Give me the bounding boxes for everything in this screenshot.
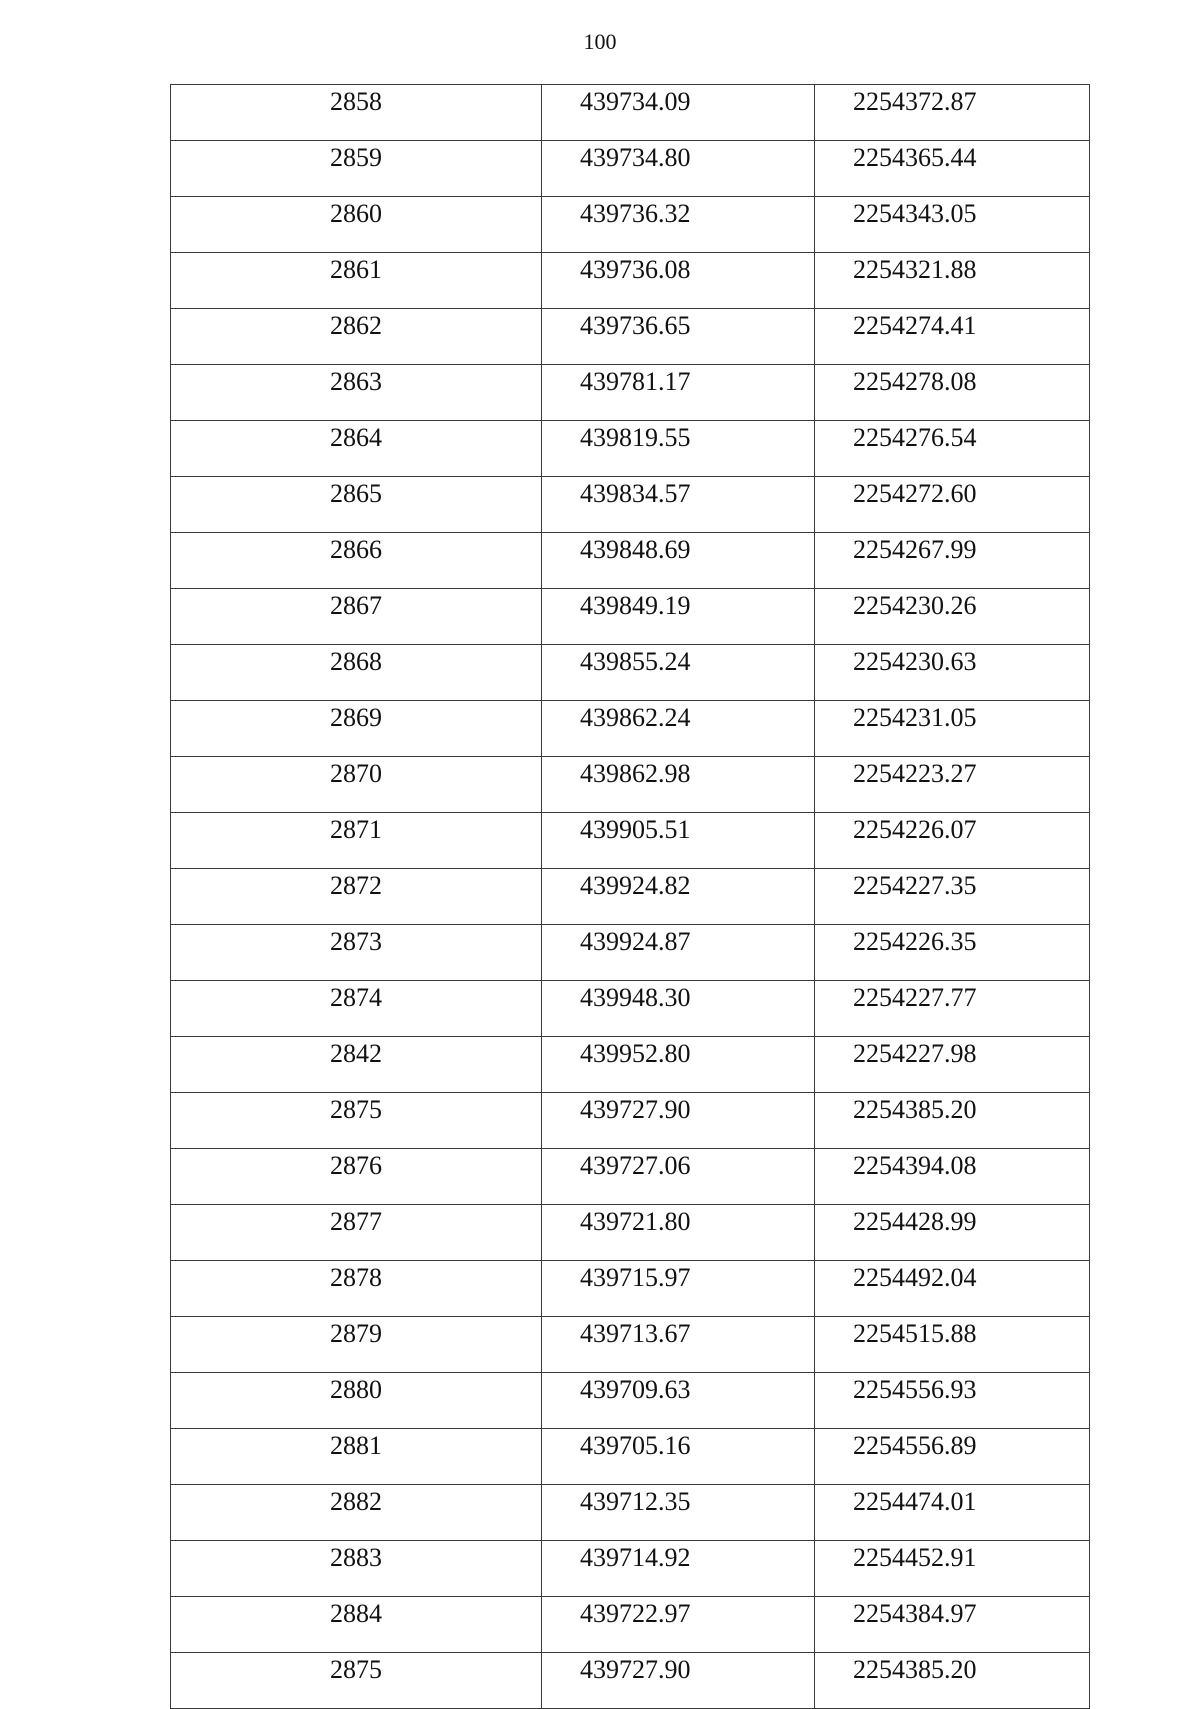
x-coordinate-cell: 439924.82 [542, 869, 815, 925]
point-number-cell: 2875 [171, 1653, 542, 1709]
table-row [171, 85, 1090, 141]
table-row [171, 1261, 1090, 1317]
x-coordinate-cell: 439727.90 [542, 1093, 815, 1149]
point-number-cell: 2858 [171, 85, 542, 141]
table-row [171, 533, 1090, 589]
y-coordinate-cell: 2254227.77 [815, 981, 1090, 1037]
point-number-cell: 2875 [171, 1093, 542, 1149]
table-row [171, 309, 1090, 365]
table-row [171, 1429, 1090, 1485]
y-coordinate-cell: 2254230.26 [815, 589, 1090, 645]
coordinate-table-body [171, 85, 1090, 1709]
y-coordinate-cell: 2254394.08 [815, 1149, 1090, 1205]
y-coordinate-cell: 2254492.04 [815, 1261, 1090, 1317]
table-row [171, 981, 1090, 1037]
point-number-cell: 2883 [171, 1541, 542, 1597]
y-coordinate-cell: 2254372.87 [815, 85, 1090, 141]
y-coordinate-cell: 2254428.99 [815, 1205, 1090, 1261]
point-number-cell: 2861 [171, 253, 542, 309]
x-coordinate-cell: 439952.80 [542, 1037, 815, 1093]
y-coordinate-cell: 2254385.20 [815, 1093, 1090, 1149]
point-number-cell: 2873 [171, 925, 542, 981]
point-number-cell: 2865 [171, 477, 542, 533]
x-coordinate-cell: 439834.57 [542, 477, 815, 533]
y-coordinate-cell: 2254452.91 [815, 1541, 1090, 1597]
page-number: 100 [583, 29, 617, 54]
point-number-cell: 2872 [171, 869, 542, 925]
y-coordinate-cell: 2254278.08 [815, 365, 1090, 421]
x-coordinate-cell: 439855.24 [542, 645, 815, 701]
x-coordinate-cell: 439862.24 [542, 701, 815, 757]
x-coordinate-cell: 439736.65 [542, 309, 815, 365]
x-coordinate-cell: 439849.19 [542, 589, 815, 645]
point-number-cell: 2863 [171, 365, 542, 421]
y-coordinate-cell: 2254556.93 [815, 1373, 1090, 1429]
y-coordinate-cell: 2254343.05 [815, 197, 1090, 253]
table-row [171, 197, 1090, 253]
table-row [171, 253, 1090, 309]
table-row [171, 757, 1090, 813]
table-row [171, 477, 1090, 533]
table-row [171, 1485, 1090, 1541]
point-number-cell: 2884 [171, 1597, 542, 1653]
x-coordinate-cell: 439727.06 [542, 1149, 815, 1205]
x-coordinate-cell: 439819.55 [542, 421, 815, 477]
y-coordinate-cell: 2254385.20 [815, 1653, 1090, 1709]
table-row [171, 1037, 1090, 1093]
table-row [171, 1541, 1090, 1597]
y-coordinate-cell: 2254227.98 [815, 1037, 1090, 1093]
point-number-cell: 2871 [171, 813, 542, 869]
y-coordinate-cell: 2254226.07 [815, 813, 1090, 869]
x-coordinate-cell: 439713.67 [542, 1317, 815, 1373]
point-number-cell: 2879 [171, 1317, 542, 1373]
y-coordinate-cell: 2254230.63 [815, 645, 1090, 701]
table-row [171, 1205, 1090, 1261]
point-number-cell: 2882 [171, 1485, 542, 1541]
table-row [171, 1317, 1090, 1373]
y-coordinate-cell: 2254556.89 [815, 1429, 1090, 1485]
y-coordinate-cell: 2254272.60 [815, 477, 1090, 533]
point-number-cell: 2842 [171, 1037, 542, 1093]
coordinate-table [170, 84, 1090, 1709]
table-row [171, 589, 1090, 645]
point-number-cell: 2870 [171, 757, 542, 813]
point-number-cell: 2859 [171, 141, 542, 197]
y-coordinate-cell: 2254321.88 [815, 253, 1090, 309]
y-coordinate-cell: 2254226.35 [815, 925, 1090, 981]
x-coordinate-cell: 439722.97 [542, 1597, 815, 1653]
table-row [171, 701, 1090, 757]
y-coordinate-cell: 2254267.99 [815, 533, 1090, 589]
x-coordinate-cell: 439714.92 [542, 1541, 815, 1597]
x-coordinate-cell: 439781.17 [542, 365, 815, 421]
table-row [171, 869, 1090, 925]
point-number-cell: 2860 [171, 197, 542, 253]
x-coordinate-cell: 439705.16 [542, 1429, 815, 1485]
point-number-cell: 2866 [171, 533, 542, 589]
point-number-cell: 2876 [171, 1149, 542, 1205]
x-coordinate-cell: 439712.35 [542, 1485, 815, 1541]
table-row [171, 645, 1090, 701]
x-coordinate-cell: 439736.32 [542, 197, 815, 253]
table-row [171, 365, 1090, 421]
point-number-cell: 2881 [171, 1429, 542, 1485]
point-number-cell: 2877 [171, 1205, 542, 1261]
table-row [171, 1373, 1090, 1429]
x-coordinate-cell: 439948.30 [542, 981, 815, 1037]
y-coordinate-cell: 2254231.05 [815, 701, 1090, 757]
x-coordinate-cell: 439924.87 [542, 925, 815, 981]
table-row [171, 1149, 1090, 1205]
point-number-cell: 2874 [171, 981, 542, 1037]
x-coordinate-cell: 439848.69 [542, 533, 815, 589]
x-coordinate-cell: 439862.98 [542, 757, 815, 813]
point-number-cell: 2880 [171, 1373, 542, 1429]
point-number-cell: 2869 [171, 701, 542, 757]
y-coordinate-cell: 2254274.41 [815, 309, 1090, 365]
y-coordinate-cell: 2254276.54 [815, 421, 1090, 477]
x-coordinate-cell: 439709.63 [542, 1373, 815, 1429]
point-number-cell: 2864 [171, 421, 542, 477]
table-row [171, 1597, 1090, 1653]
table-row [171, 141, 1090, 197]
x-coordinate-cell: 439721.80 [542, 1205, 815, 1261]
x-coordinate-cell: 439727.90 [542, 1653, 815, 1709]
point-number-cell: 2868 [171, 645, 542, 701]
y-coordinate-cell: 2254474.01 [815, 1485, 1090, 1541]
table-row [171, 925, 1090, 981]
y-coordinate-cell: 2254223.27 [815, 757, 1090, 813]
point-number-cell: 2867 [171, 589, 542, 645]
y-coordinate-cell: 2254515.88 [815, 1317, 1090, 1373]
y-coordinate-cell: 2254384.97 [815, 1597, 1090, 1653]
x-coordinate-cell: 439905.51 [542, 813, 815, 869]
table-row [171, 1653, 1090, 1709]
table-row [171, 813, 1090, 869]
table-row [171, 1093, 1090, 1149]
y-coordinate-cell: 2254227.35 [815, 869, 1090, 925]
point-number-cell: 2862 [171, 309, 542, 365]
y-coordinate-cell: 2254365.44 [815, 141, 1090, 197]
x-coordinate-cell: 439734.80 [542, 141, 815, 197]
table-row [171, 421, 1090, 477]
x-coordinate-cell: 439734.09 [542, 85, 815, 141]
point-number-cell: 2878 [171, 1261, 542, 1317]
x-coordinate-cell: 439715.97 [542, 1261, 815, 1317]
x-coordinate-cell: 439736.08 [542, 253, 815, 309]
